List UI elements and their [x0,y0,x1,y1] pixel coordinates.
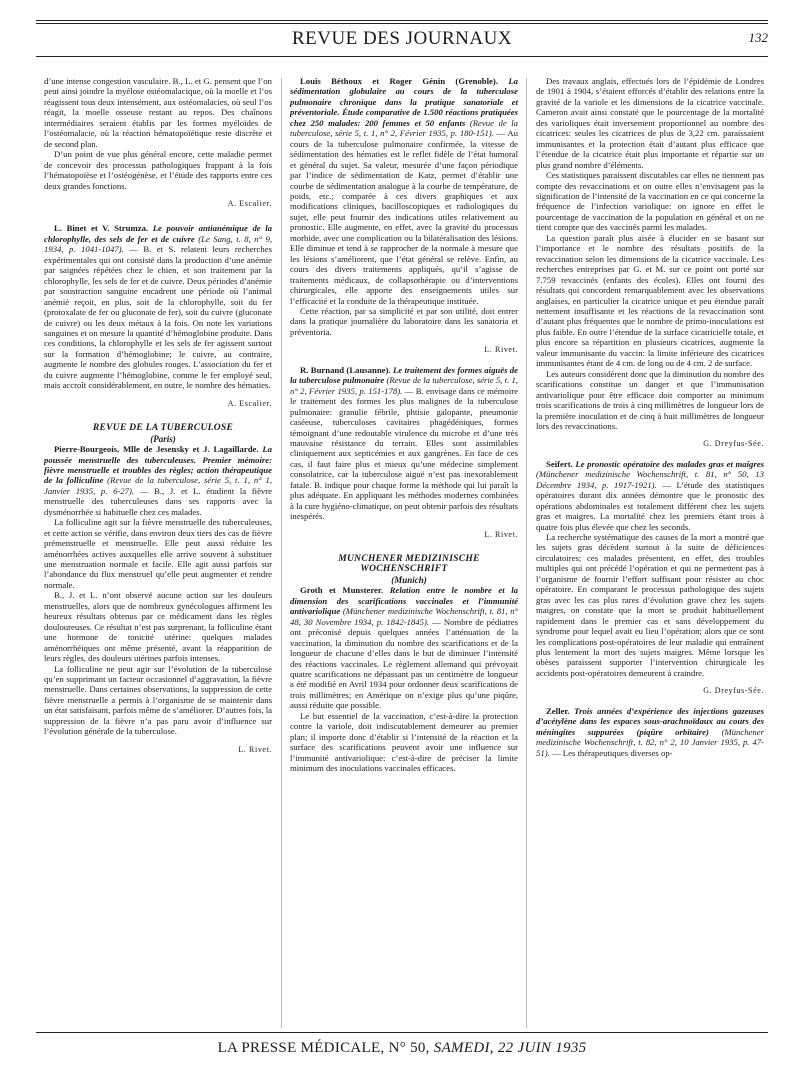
entry-authors: Groth et Munsterer. [300,585,384,596]
entry-authors: R. Burnand (Lausanne). [300,364,391,375]
column-divider [281,78,282,1028]
entry-source: (Münchener medizinische Wochenschrift, t. 82, n° 2, 10 Janvier 1935, p. 47-51). [536,726,764,758]
paragraph: B., J. et L. n’ont observé aucune action sur les douleurs menstruelles, alors que de nombreux gynécologues affirment les heureux résultats obtenus par ce médicament dans les règles douloureuses. Ce résultat n’est pas surprenant, la folliculine étant une hormone de tonicité utérine: quelques malades aménorrhéiques ont même présenté, avant la réapparition de leurs règles, des douleurs utérines parfois intenses. [44,590,272,664]
entry-authors: Pierre-Bourgeois, Mlle de Jesensky et J. Lagaillarde. [54,444,259,455]
journal-section-title: REVUE DES JOURNAUX [291,28,513,49]
entry-title: La poussée menstruelle des tuberculeuses. Premier mémoire: fièvre menstruelle et troubles des règles; action thérapeutique de la folliculine [44,444,272,486]
column-divider [526,78,527,1028]
entry-authors: Seifert. [546,458,573,469]
footer-rule [36,1032,768,1033]
page-footer [36,1040,768,1057]
paragraph: Cette réaction, par sa simplicité et par son utilité, doit entrer dans la pratique journalière du laboratoire dans les sanatoria et préventoria. [290,305,518,337]
abstract-entry [44,444,272,517]
entry-body: — B., J. et L. étudient la fièvre menstruelle des tuberculeuses dans ses rapports avec la dysménorrhée si habituelle chez ces malades. [44,485,272,517]
abstract-entry [536,706,764,758]
signature: A. Escalier. [227,398,272,408]
paragraph: La folliculine ne peut agir sur l’évolution de la tuberculose qu’en supprimant un facteur occasionnel d’aggravation, la fièvre menstruelle. Dans certaines observations, la suppression de cette fièvre menstruelle a permis à l’organisme de se maintenir dans un état satisfaisant, parfois même de s’améliorer. D’autres fois, la suppression de la fièvre n’a pas paru avoir d’influence sur l’évolution générale de la tuberculose. [44,663,272,737]
signature: G. Dreyfus-Sée. [703,686,764,696]
entry-title: Le traitement des formes aiguës de la tuberculose pulmonaire [290,364,518,386]
section-heading: MUNCHENER MEDIZINISCHE WOCHENSCHRIFT [338,554,480,575]
signature: L. Rivet. [238,744,272,754]
paragraph: Ces statistiques paraissent discutables car elles ne tiennent pas compte des revaccinations et on outre elles n’envisagent pas la signification de l’intensité de la vaccination en ce qui concerne la fréquence de l’infection variolique: on ignore en effet le pourcentage de vaccination de la population en général et on ne tient compte que des vaccinés parmi les malades. [536,170,764,233]
paragraph: Le but essentiel de la vaccination, c’est-à-dire la protection contre la variole, doit indiscutablement demeurer au premier plan; il importe donc d’établir si l’intensité de la réaction et la surface des scarifications peuvent avoir une influence sur l’immunité antivariolique: c’est-à-dire de préciser la limite minimum des inoculations vaccinales efficaces. [290,710,518,774]
footer-issue: N° 50, [388,1040,430,1056]
entry-body: — Nombre de pédiatres ont préconisé depuis quelques années l’atténuation de la vaccination, la diminution du nombre des scarifications et de la longueur de chacune d’elles dans le but de diminuer l’intensité des réactions vaccinales. Le règlement allemand qui prévoyait quatre scarifications ne dépassant pas un centimètre de longueur a été modifié en Avril 1934 pour ordonner deux scarifications de trois millimètres; en Amérique on n’exige plus qu’une piqûre, aussi réduite que possible. [290,616,518,711]
entry-title: Relation entre le nombre et la dimension des scarifications vaccinales et l’immunité antivariolique [290,585,518,617]
section-place: (Munich) [391,574,427,585]
entry-authors: Zeller. [546,705,570,716]
column-3 [536,76,764,1026]
entry-body: — Au cours de la tuberculose pulmonaire confirmée, la vitesse de sédimentation des hématies est le reflet fidèle de l’état humoral et général du sujet. Sa valeur, mesurée d’une façon périodique par l’indice de sédimentation de Katz, permet d’établir une courbe de sédimentation analogue à la courbe de température, de poids, etc.; comparée à ces divers graphiques et aux modifications cliniques, bacilloscopiques et radiologiques du sujet, elle peut fournir des indications utiles relativement au pronostic. Elle augmente, en effet, avec la gravité du processus morbide, avec une complication ou la bilatéralisation des lésions. Elle diminue et tend à se rapprocher de la normale à mesure que les lésions s’améliorent, que l’état général se relève. Enfin, au cours des divers traitements appliqués, qu’il s’agisse de traitements médicaux, de collapsothérapie ou d’interventions chirurgicales, elle apporte des enseignements utiles sur l’efficacité et la conduite de la thérapeutique instituée. [290,128,518,306]
entry-title: Le pouvoir antianémique de la chlorophylle, des sels de fer et de cuivre [44,223,272,244]
page-number: 132 [748,30,768,45]
entry-source: (Münchener medizinische Wochenschrift, t. 81, n° 48, 30 Novembre 1934, p. 1842-1845). [290,606,518,627]
entry-source: (Münchener medizinische Wochenschrift, t. 81, n° 50, 13 Décembre 1934, p. 1917-1921). [536,469,764,490]
paragraph: Des travaux anglais, effectués lors de l’épidémie de Londres de 1901 à 1904, s’étaient efforcés d’établir des relations entre la gravité de la variole et les dimensions de la cicatrice vaccinale. Cameron avait ainsi constaté que le pourcentage de la mortalité des varioliques était inversement proportionnel au nombre des cicatrices: seules les cicatrices de plus de 3,22 cm. paraissaient immunisantes et la protection était d’autant plus efficace que l’étendue de la cicatrice était plus importante et répartie sur un plus grand nombre d’éléments. [536,76,764,170]
footer-journal: LA PRESSE MÉDICALE, [217,1040,385,1056]
entry-source: (Revue de la tuberculose, série 5, t. 1, n° 2, Février 1935, p. 180-151). [290,117,518,139]
paragraph: La question paraît plus aisée à élucider en se basant sur l’importance et le nombre des résultats positifs de la revaccination selon les dimensions de la cicatrice vaccinale. Les recherches entreprises par G. et M. sur ce point ont porté sur 7.759 revaccinés (enfants des écoles). Elles ont fourni des résultats qui concordent remarquablement avec les observations anglaises, en particulier la cicatrice unique et peu étendue paraît nettement insuffisante et les réactions de la revaccination sont d’autant plus fréquentes que le nombre de primo-inoculations est plus faible. En outre l’étendue de la surface cicatricielle totale, et plus encore sa répartition en plusieurs cicatrices, augmente la valeur immunisante du vaccin: la limite inférieure des cicatrices immunisantes étant de 4 cm. de long ou de 4 cm. 2 de surface. [536,232,764,369]
entry-title: Trois années d’expérience des injections gazeuses d’acétylène dans les espaces sous-arachnoïdaux au cours des méningites suppurées (piqûre orbitaire) [536,705,764,737]
signature: G. Dreyfus-Sée. [703,439,764,449]
paragraph: D’un point de vue plus général encore, cette maladie permet de concevoir des processus pathologiques frappant à la fois l’hématopoïèse et l’ostéogénèse, et l’étude des rapports entre ces deux grandes fonctions. [44,149,272,191]
page [36,16,768,1066]
entry-source: (Revue de la tuberculose, série 5, t. 1, n° 2, Février 1935, p. 151-178). [290,375,518,396]
abstract-entry [536,459,764,532]
signature: A. Escalier. [227,198,272,208]
signature: L. Rivet. [484,529,518,539]
entry-body: — Les thérapeutiques diverses op- [551,747,673,758]
section-heading: REVUE DE LA TUBERCULOSE [92,423,234,434]
column-2 [290,76,518,1026]
entry-body: — B. envisage dans ce mémoire le traitement des formes les plus malignes de la tuberculose pulmonaire: granulie fébrile, phtisie galopante, pneumonie caséeuse, tuberculoses cavitaires phagédéniques, formes témoignant d’une redoutable virulence du microbe et d’une très mauvaise résistance du terrain. Elles sont assimilables cliniquement aux septicémies et aux gangrènes. En face de ces cas, il faut faire plus et mieux qu’une médecine simplement consolatrice, car la tuberculose aiguë n’est pas inexorablement fatale. B. indique pour chaque forme la méthode qui lui paraît la plus adéquate. En appliquant les méthodes modernes combinées à la cure hygiéno-climatique, on peut obtenir parfois des résultats inespérés. [290,385,518,522]
footer-date: SAMEDI, 22 JUIN 1935 [433,1040,587,1056]
entry-source: (Le Sang, t. 8, n° 9, 1934, p. 1041-1047). [44,233,272,255]
column-1 [44,76,272,1026]
header-rule-top [36,20,768,21]
abstract-entry [44,223,272,390]
entry-source: (Revue de la tuberculose, série 5, t. 1, n° 1, Janvier 1935, p. 6-27). [44,475,272,496]
entry-title: La sédimentation globulaire au cours de la tuberculose pulmonaire chronique dans la pratique sanatoriale et préventoriale. Étude comparative de 1.500 réactions pratiquées chez 250 malades: 200 femmes et 50 enfants [290,76,518,128]
entry-body: — L’étude des statistiques opératoires durant dix années démontre que le pronostic des opérations abdominales est totalement différent chez les sujets gras et maigres. La mortalité chez les premiers étant trois à quatre fois plus élevée que chez les seconds. [536,479,764,532]
header-rule-top-2 [36,23,768,24]
signature: L. Rivet. [484,345,518,355]
paragraph: d’une intense congestion vasculaire. B., L. et G. pensent que l’on peut ainsi joindre la myélose ostéomalacique, où la moelle et l’os réagissent tous deux intensément, aux ostéomalacies, où seul l’os réagit, la moelle osseuse restant au repos. Des chaînons intermédiaires seraient établis par les formes myéloïdes de l’ostéomalacie, où la réaction hématopoïétique reste discrète et de second plan. [44,76,272,149]
entry-body: — B. et S. relatent leurs recherches expérimentales qui ont consisté dans la production d’une anémie par saignées répétées chez le chien, et son traitement par la chlorophylle, les sels de fer et de cuivre. Deux périodes d’anémie par soustraction sanguine encadrent une période où l’animal anémié reçoit, en plus, soit de la chlorophylle, soit du fer (protoxalate de fer ou gluconate de fer), soit du cuivre (gluconate de cuivre) ou les deux métaux à la fois. On note les variations sanguines et on mesure la quantité d’hémoglobine produite. Dans ces conditions, la chlorophylle et les sels de fer agissent surtout sur la formation d’hémoglobine; le cuivre, au contraire, augmente le nombre des globules rouges. L’association du fer et du cuivre augmente l’hémoglobine, comme le fer employé seul, mais accroît considérablement, en outre, le nombre des hématies. [44,244,272,391]
entry-authors: Louis Béthoux et Roger Génin (Grenoble). [300,76,498,86]
paragraph: La recherche systématique des causes de la mort a montré que les sujets gras décèdent surtout à la suite de déficiences circulatoires; ces malades présentent, en effet, des troubles multiples qui ont précédé l’opération et qui ne permettent pas à l’organisme de fournir l’effort suffisant pour résister au choc opératoire. En comparant le processus pathologique des sujets gras avec les cas plus rares d’évolution grave chez les sujets maigres, on constate que la mort se produit habituellement rapidement dans le premier cas et sans développement du syndrome pour lequel avait eu lieu l’opération; alors que ce sont les complications post-opératoires de leur maladie qui entraînent plus lentement la mort des sujets maigres. Même lorsque les obèses paraissent supporter l’intervention chirurgicale les accidents post-opératoires demeurent à craindre. [536,532,764,678]
paragraph: La folliculine agit sur la fièvre menstruelle des tuberculeuses, et cette action se vérifie, dans environ deux tiers des cas de fièvre prémenstruelle et menstruelle. Elle peut aussi réduire les aménorrhées actives auxquelles elle arrive souvent à substituer une menstruation normale et facile. Elle agit aussi parfois sur l’abondance du flux menstruel qu’elle peut augmenter et rendre normale. [44,517,272,590]
paragraph: Les auteurs considèrent donc que la diminution du nombre des scarifications constitue un danger et que l’immunisation antivariolique pour être efficace doit comporter au minimum trois scarifications de trois à cinq millimètres de longueur lors de la première inoculation et de cinq à huit millimètres de longueur lors des revaccinations. [536,368,764,431]
abstract-entry [290,76,518,306]
abstract-entry [290,365,518,522]
entry-authors: L. Binet et V. Strumza. [54,223,149,234]
section-place: (Paris) [150,433,176,444]
entry-title: Le pronostic opératoire des malades gras et maigres [575,458,764,469]
header-rule-bottom [36,56,768,57]
abstract-entry [290,585,518,710]
